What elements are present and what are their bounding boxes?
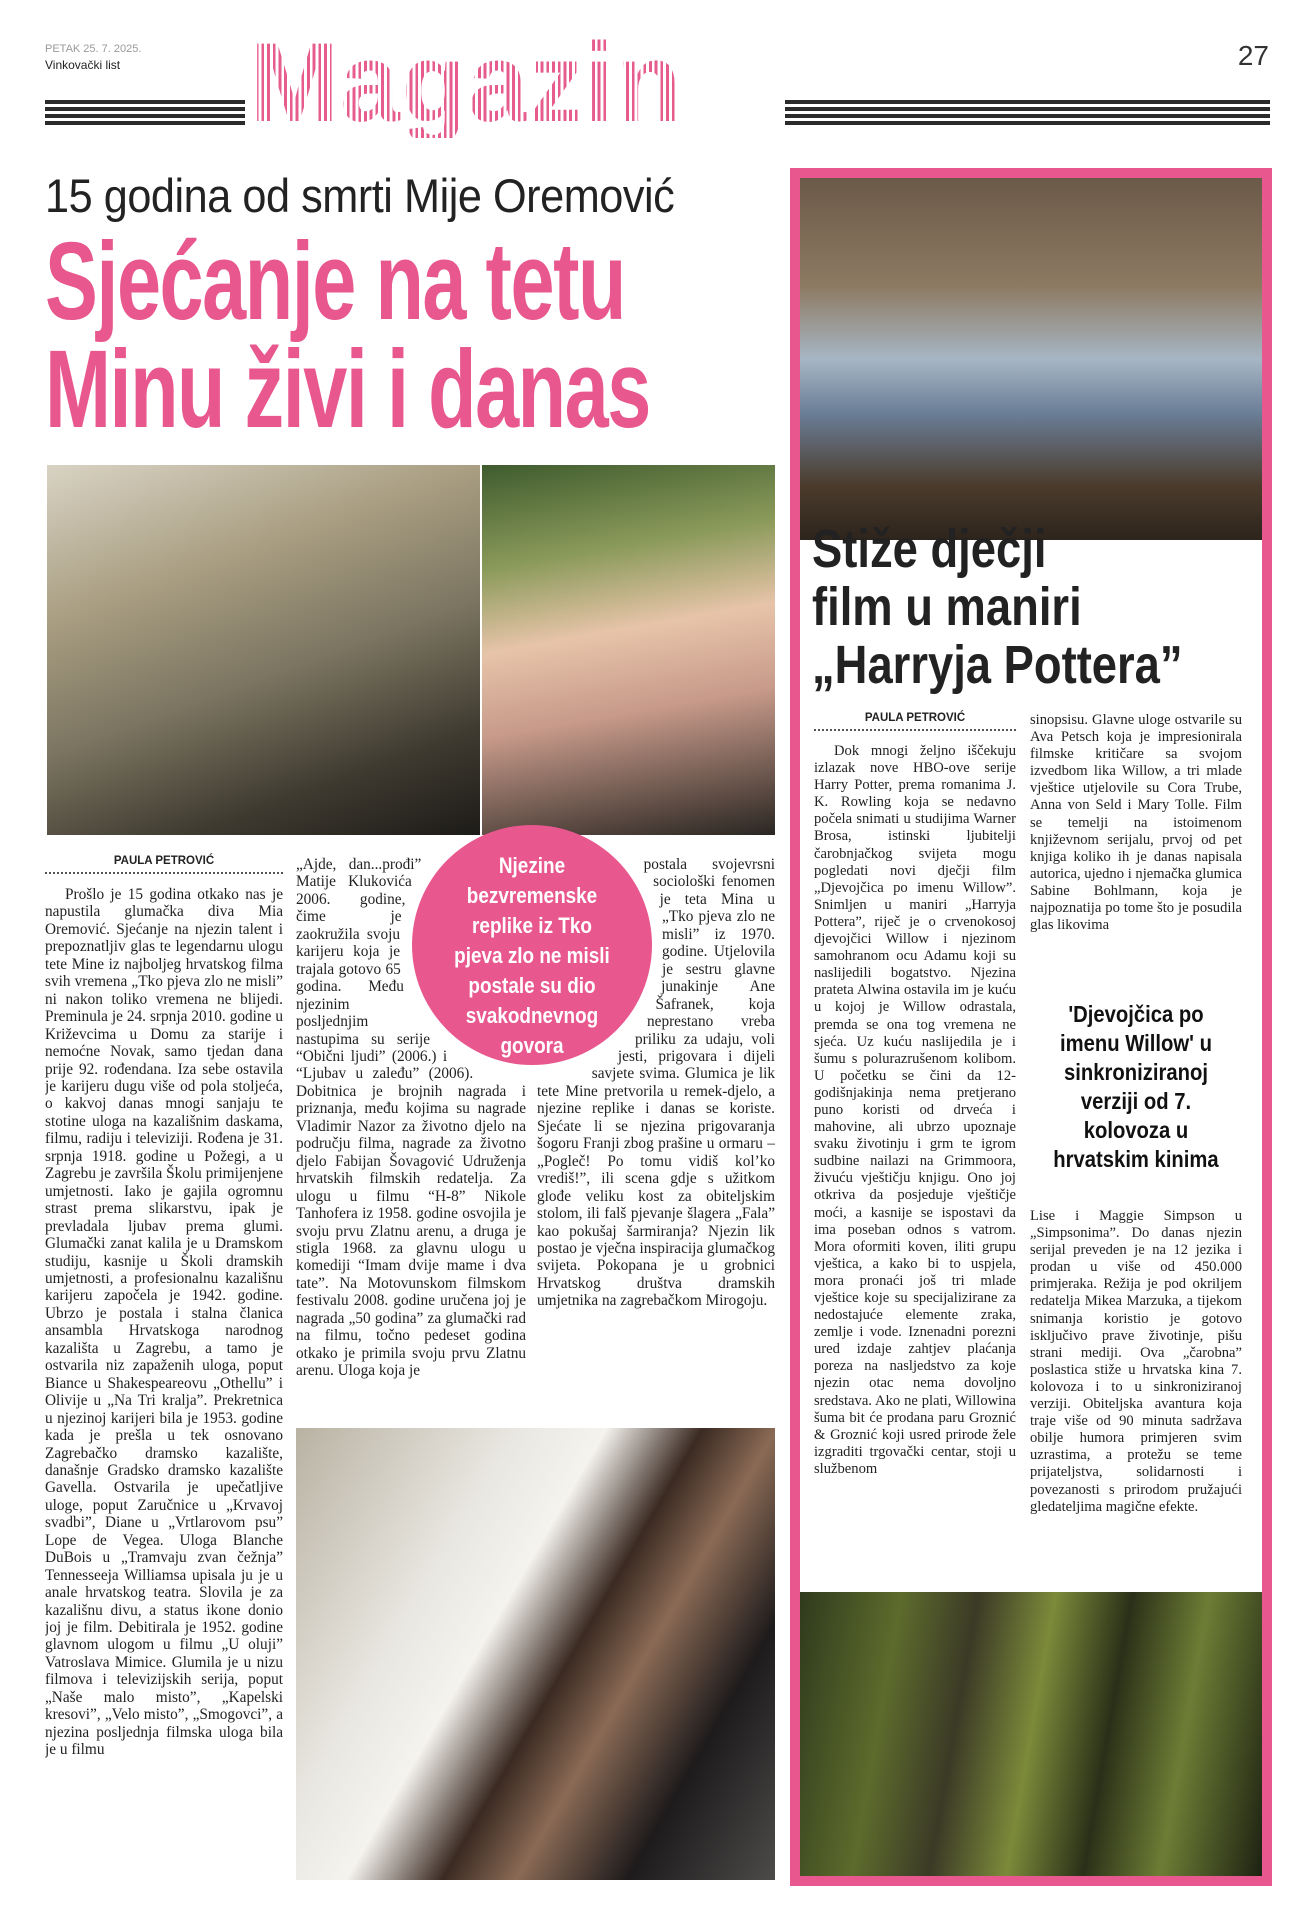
byline: PAULA PETROVIĆ <box>45 855 283 874</box>
newspaper-name: Vinkovački list <box>45 58 121 72</box>
article2-pull-quote: 'Djevojčica po imenu Willow' u sinkroniziranoj verziji od 7. kolovoza u hrvatskim kinima <box>1053 1001 1219 1172</box>
photo-carriage-scene-left <box>47 465 480 835</box>
photo-girl-in-forest <box>800 1592 1262 1876</box>
pull-quote-text: Njezine bezvremenske replike iz Tko pjeva zlo ne misli postale su dio svakodnevnog govora <box>454 853 610 1058</box>
headline-line-2: film u maniri <box>812 577 1082 637</box>
photo-carriage-scene-right <box>482 465 775 835</box>
paragraph: sinopsisu. Glavne uloge ostvarile su Ava Petsch koja je impresionirala filmske kritičare sa svojom izvedbom lika Willow, a tri mlade vještice utjelovile su Cora Trube, Anna von Seld i Mary Tolle. Film se temelji na istoimenom književnom serijalu, prvoj od pet knjiga koliko ih je danas napisala autorica, ujedno i njemačka glumica Sabine Bohlmann, koja je najpoznatija po tome što je posudila glas likovima <box>1030 712 1242 934</box>
article1-column-1 <box>45 855 283 1900</box>
photo-willow-film-kids <box>800 178 1262 540</box>
body-text <box>814 743 1016 1588</box>
pull-quote-circle <box>412 825 652 1065</box>
body-text <box>45 886 283 1891</box>
header-stripes-right <box>785 100 1270 126</box>
paragraph: Dok mnogi željno iščekuju izlazak nove HBO-ove serije Harry Potter, prema romanima J. K. Rowling koja se nedavno počela snimati u studijima Warner Brosa, istinski ljubitelji čarobnjačkog svijeta mogu pogledati novi dječji film „Djevojčica po imenu Willow”. Snimljen u maniri „Harryja Pottera”, riječ je o crvenokosoj djevojčici Willow i njezinom samohranom ocu Adamu koji su naslijedili bogatstvo. Njezina prateta Alwina ostavila im je kuću u kojoj je Willow odrastala, premda se ona tog vremena ne sjeća. Uz kuću naslijedila je i šumu s polurazrušenom kolibom. U početku se čini da 12-godišnjakinja nema pretjerano puno koristi od drveća i mahovine, ali ubrzo upoznaje svaku životinju i grm te igrom sudbine nailazi na Grimmoora, živuću vještičju knjigu. Ono joj otkriva da posjeduje vještičje moći, a kasnije se ispostavi da ima poseban odnos s vatrom. Mora oformiti koven, iliti grupu vještica, a kako bi to uspjela, mora pronaći još tri mlade vještice koje su specijalizirane za nedostajuće elemente zraka, zemlje i vode. Iznenadni porezni ured izdaje zahtjev plaćanja poreza na nasljedstvo za koje njezin otac nema dovoljno sredstava. Ako ne plati, Willowina šuma bit će prodana paru Groznić & Groznić koji usred prirode žele izgraditi trgovački centar, stoji u službenom <box>814 743 1016 1477</box>
paragraph: Prošlo je 15 godina otkako nas je napustila glumačka diva Mia Oremović. Sjećanje na njezin talent i prepoznatljiv glas te legendarnu ulogu tete Mine iz najboljeg hrvatskog filma svih vremena „Tko pjeva zlo ne misli” ni nakon toliko vremena ne blijedi. Preminula je 24. srpnja 2010. godine u Križevcima u Domu za starije i nemoćne Novak, samo tjedan dana prije 92. rođendana. Iza sebe ostavila je karijeru dugu više od pola stoljeća, o kakvoj danas mnogi sanjaju te stotine uloga na kazališnim daskama, filmu, radiju i televiziji. Rođena je 31. srpnja 1918. godine u Požegi, a u Zagrebu je završila Školu primijenjene umjetnosti. Iako je gajila ogromnu strast prema slikarstvu, ipak je prevladala ljubav prema glumi. Glumački zanat kalila je u Dramskom studiju, kasnije u Školi dramskih umjetnosti, a profesionalnu kazališnu karijeru započela je 1942. godine. Ubrzo je postala i stalna članica ansambla Hrvatskoga narodnog kazališta u Zagrebu, a tamo je ostvarila niz zapaženih uloga, poput Biance u Shakespeareovu „Othellu” i Olivije u „Na Tri kralja”. Prekretnica u njezinoj karijeri bila je 1953. godine kada je prešla u tek osnovano Zagrebačko dramsko kazalište, današnje Gradsko dramsko kazalište Gavella. Ostvarila je upečatljive uloge, poput Zaručnice u „Krvavoj svadbi”, Diane u „Vrtlarovom psu” Lope de Vegea. Uloga Blanche DuBois u „Tramvaju zvan čežnja” Tennesseeja Williamsa upisala ju je u anale hrvatskog teatra. Slovila je za kazališnu divu, a status ikone donio joj je film. Debitirala je 1952. godine glavnom ulogom u filmu „U oluji” Vatroslava Mimice. Glumila je u nizu filmova i televizijskih serija, poput „Naše malo misto”, „Kapelski kresovi”, „Velo misto”, „Smogovci”, a njezina posljednja filmska uloga bila je u filmu <box>45 886 283 1759</box>
article2-headline <box>812 520 1183 694</box>
article-headline <box>45 220 650 451</box>
byline: PAULA PETROVIĆ <box>814 712 1016 731</box>
article2-column-1 <box>814 712 1016 1592</box>
issue-date: PETAK 25. 7. 2025. <box>45 43 142 55</box>
paragraph: „Ajde, dan...prođi” Matije Klukovića 2006. godine, čime je zaokružila svoju karijeru koja je trajala gotovo 65 godina. Među njezinim posljednjim nastupima su serije “Obični ljudi” (2006.) i “Ljubav u zaleđu” (2006). Dobitnica je brojnih nagrada i priznanja, među kojima su nagrade Vladimir Nazor za životno djelo na području filma, nagrade za životno djelo Fabijan Šovagović Udruženja hrvatskih filmskih redatelja. Za ulogu u filmu “H-8” Nikole Tanhofera iz 1958. godine osvojila je svoju prvu Zlatnu arenu, a druga je stigla 1968. za glavnu ulogu u komediji “Imam dvije mame i dva tate”. Na Motovunskom filmskom festivalu 2008. godine uručena joj je nagrada „50 godina” za glumački rad na filmu, točno pedeset godina otkako je primila svoju prvu Zlatnu arenu. Uloga koja je <box>296 856 526 1380</box>
section-logo-magazin: Magazin <box>250 28 749 138</box>
article2-column-2-bottom <box>1030 1208 1242 1593</box>
paragraph: postala svojevrsni sociološki fenomen je teta Mina u „Tko pjeva zlo ne misli” iz 1970. godine. Utjelovila je sestru glavne junakinje Ane Šafranek, koja neprestano vreba priliku za udaju, voli jesti, prigovara i dijeli savjete svima. Glumica je lik tete Mine pretvorila u remek-djelo, a njezine replike i danas se koriste. Sjećate li se njezina prigovaranja šogoru Franji zbog prašine u ormaru – „Pogleč! Po tomu vidiš kol’ko vrediš!”, ili scena gdje s užitkom glođe veliku kost za obiteljskim stolom, ili falš pjevanje šlagera „Fala” kao pokušaj šarmiranja? Njezin lik postao je vječna inspiracija glumačkog svijeta. Pokopana je u grobnici Hrvatskog društva dramskih umjetnika na zagrebačkom Mirogoju. <box>537 856 775 1310</box>
page-number: 27 <box>1237 40 1269 71</box>
headline-line-2: Minu živi i danas <box>45 328 650 451</box>
header-stripes-left <box>45 100 245 126</box>
paragraph: Lise i Maggie Simpson u „Simpsonima”. Do danas njezin serijal preveden je na 12 jezika i prodan u više od 450.000 primjeraka. Režija je pod okriljem redatelja Mikea Marzuka, a tijekom snimanja koristio je gotovo isključivo prave životinje, pišu strani mediji. Ova „čarobna” poslastica stiže u hrvatska kina 7. kolovoza i to u sinkroniziranoj verziji. Obiteljska avantura koja traje više od 90 minuta sadržava obilje humora primjeren svim uzrastima, a protežu se teme prijateljstva, solidarnosti i povezanosti s prirodom pružajući gledateljima magične efekte. <box>1030 1208 1242 1515</box>
photo-wedding-scene <box>296 1428 775 1880</box>
headline-line-1: Sjećanje na tetu <box>45 220 625 343</box>
article2-column-2-top <box>1030 712 1242 972</box>
headline-line-1: Stiže dječji <box>812 519 1047 579</box>
article-kicker: 15 godina od smrti Mije Oremović <box>45 169 675 222</box>
headline-line-3: „Harryja Pottera” <box>812 635 1183 695</box>
